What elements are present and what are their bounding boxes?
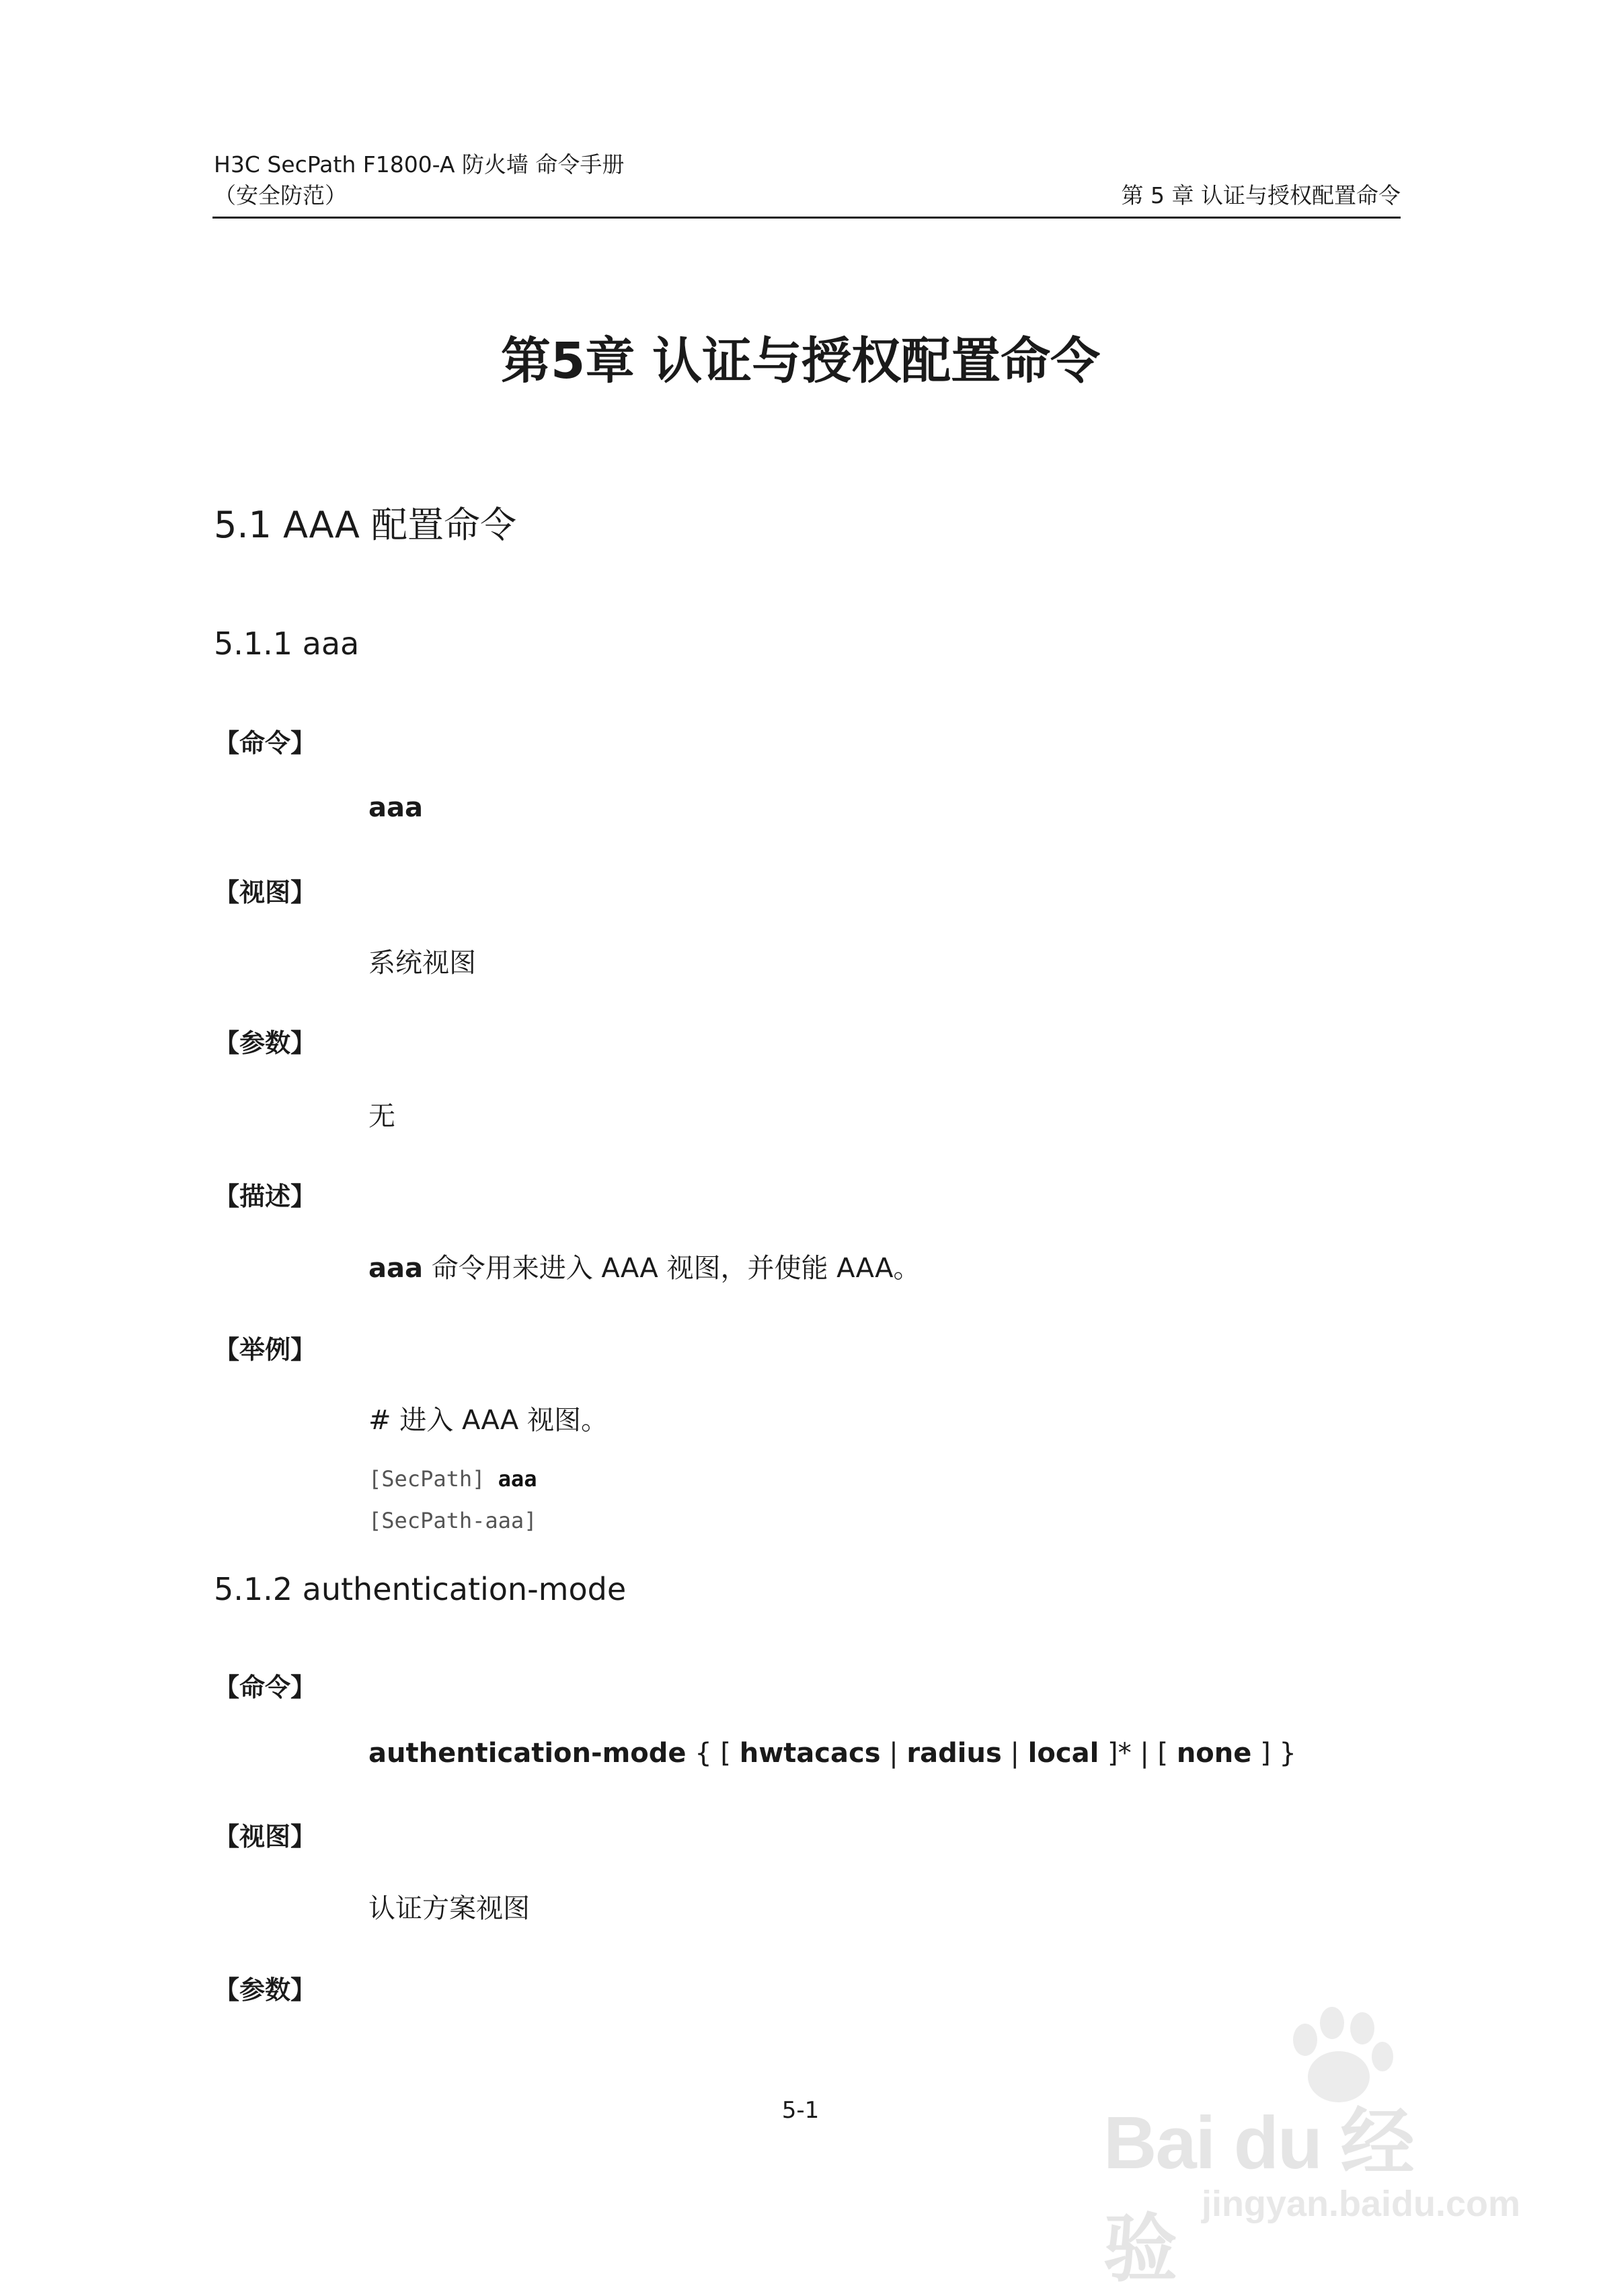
description-text (368, 1247, 920, 1285)
command-syntax: aaa (368, 792, 423, 823)
running-header-left (214, 149, 624, 211)
description-command: aaa (368, 1253, 423, 1284)
code-line-1 (368, 1466, 537, 1492)
label-description: 【描述】 (214, 1182, 317, 1211)
description-body: 命令用来进入 AAA 视图，并使能 AAA。 (422, 1253, 921, 1284)
view-text-2: 认证方案视图 (368, 1893, 530, 1924)
subsection-heading-authentication-mode: 5.1.2 authentication-mode (214, 1571, 627, 1607)
cmd-keyword: authentication-mode (368, 1738, 687, 1769)
cmd-sep: { [ (686, 1738, 740, 1769)
header-line-2: （安全防范） (214, 182, 347, 208)
cmd-option-local: local (1027, 1738, 1099, 1769)
chapter-title: 第5章 认证与授权配置命令 (500, 332, 1101, 390)
cmd-option-none: none (1176, 1738, 1252, 1769)
example-text: # 进入 AAA 视图。 (368, 1405, 608, 1436)
code-command: aaa (498, 1466, 537, 1492)
label-view: 【视图】 (214, 878, 317, 907)
view-text: 系统视图 (368, 948, 476, 979)
cmd-sep: ] } (1251, 1738, 1296, 1769)
code-prompt: [SecPath] (368, 1466, 498, 1492)
label-params-2: 【参数】 (214, 1975, 317, 2005)
code-line-2: [SecPath-aaa] (368, 1508, 537, 1533)
cmd-option-radius: radius (906, 1738, 1002, 1769)
cmd-sep: | (880, 1738, 907, 1769)
page-number: 5-1 (781, 2097, 820, 2124)
cmd-option-hwtacacs: hwtacacs (739, 1738, 881, 1769)
label-example: 【举例】 (214, 1335, 317, 1365)
label-command: 【命令】 (214, 728, 317, 758)
section-heading: 5.1 AAA 配置命令 (214, 504, 517, 546)
baidu-watermark (1103, 2003, 1520, 2291)
command-syntax-2 (368, 1738, 1296, 1769)
cmd-sep: | (1001, 1738, 1028, 1769)
header-line-1: H3C SecPath F1800-A 防火墙 命令手册 (214, 151, 625, 178)
watermark-url: jingyan.baidu.com (1201, 2184, 1520, 2224)
subsection-heading-aaa: 5.1.1 aaa (214, 625, 360, 662)
label-view-2: 【视图】 (214, 1822, 317, 1851)
label-params: 【参数】 (214, 1028, 317, 1058)
label-command-2: 【命令】 (214, 1673, 317, 1702)
params-text: 无 (368, 1101, 395, 1132)
watermark-main: Bai du 经验 (1103, 2102, 1413, 2291)
running-header-right: 第 5 章 认证与授权配置命令 (1121, 182, 1401, 208)
header-divider (212, 217, 1401, 219)
cmd-sep: ]* | [ (1099, 1738, 1177, 1769)
